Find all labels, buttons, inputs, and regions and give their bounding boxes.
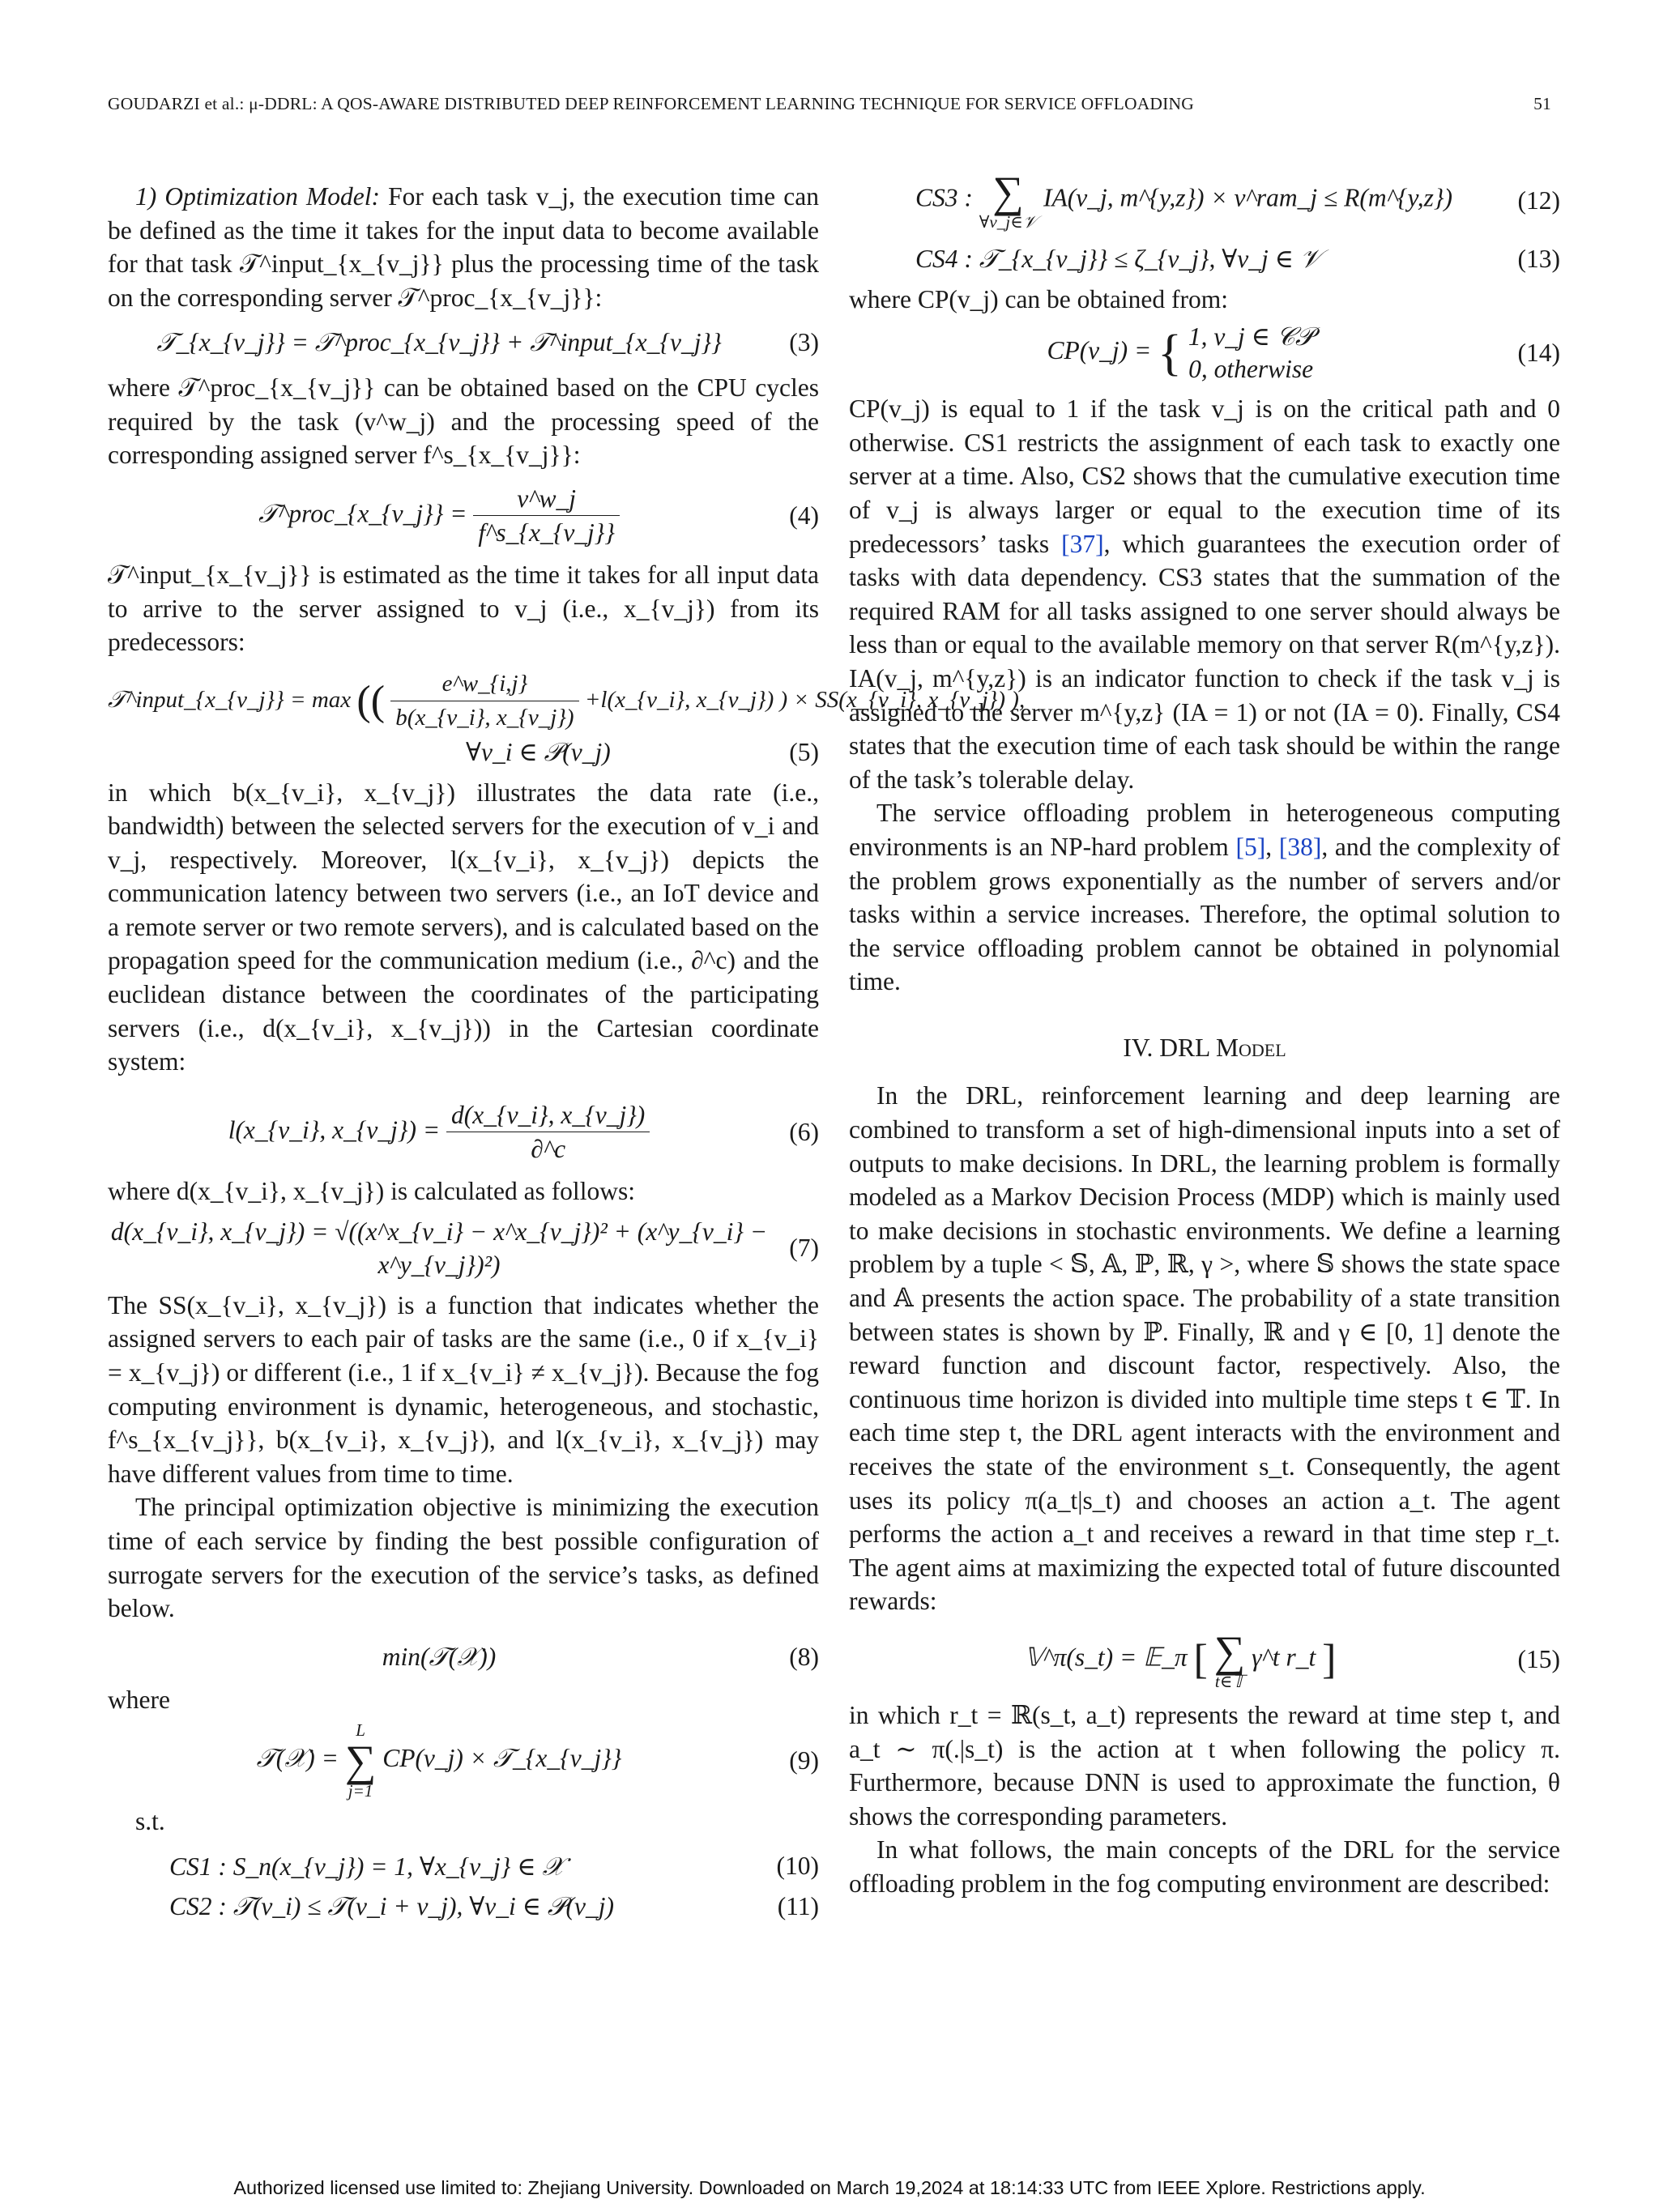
- paragraph-optimization-model: [108, 180, 819, 314]
- subsection-heading: 1) Optimization Model:: [135, 182, 380, 211]
- numerator: e^w_{i,j}: [441, 670, 528, 697]
- equation-number: (9): [789, 1746, 819, 1775]
- denominator: ∂^c: [531, 1135, 566, 1164]
- equation-number: (11): [777, 1892, 819, 1921]
- paragraph: In the DRL, reinforcement learning and deep learning are combined to transform a set of high-dimensional inputs into a set of outputs to make decisions. In DRL, the learning problem is formally modeled as a Markov Decision Process (MDP) which is mainly used to make decisions in stochastic environments. We define a learning problem by a tuple < 𝕊, 𝔸, ℙ, ℝ, γ >, where 𝕊 shows the state space and 𝔸 presents the action space. The probability of a state transition between states is shown by ℙ. Finally, ℝ and γ ∈ [0, 1] denote the reward function and discount factor, respectively. Also, the continuous time horizon is divided into multiple time steps t ∈ 𝕋. In each time step t, the DRL agent interacts with the environment and receives the state of the environment s_t. Consequently, the agent uses its policy π(a_t|s_t) and chooses an action a_t. The agent performs the action a_t and receives a reward in that time step r_t. The agent aims at maximizing the expected total of future discounted rewards:: [849, 1081, 1560, 1616]
- separator: ,: [1265, 832, 1279, 861]
- equation-14: [849, 321, 1560, 386]
- equation-6: [108, 1098, 819, 1166]
- equation-number: (13): [1517, 245, 1560, 273]
- equation-number: (14): [1517, 339, 1560, 368]
- case-2: 0, otherwise: [1188, 355, 1314, 384]
- equation-lhs: 𝕍^π(s_t) = 𝔼_π: [1024, 1643, 1188, 1672]
- equation-10: [108, 1850, 819, 1884]
- equation-lhs: CS3 :: [915, 183, 973, 212]
- paragraph-text: , and the complexity of the problem grows exponentially as the number of servers and/or tasks within a service increases. Therefore, the optimal solution to the service offloading problem cannot be obtained in polynomial time.: [849, 832, 1560, 996]
- equation-8: [108, 1640, 819, 1674]
- equation-11: [108, 1890, 819, 1924]
- fraction: [473, 482, 620, 550]
- citation-link[interactable]: [5]: [1235, 832, 1266, 861]
- equation-4: [108, 482, 819, 550]
- paragraph: The principal optimization objective is minimizing the execution time of each service by finding the best possible configuration of surrogate servers for the execution of the service’s tasks, as defined below.: [108, 1493, 819, 1623]
- paragraph: In what follows, the main concepts of the DRL for the service offloading problem in the fog computing environment are described:: [849, 1835, 1560, 1898]
- case-1: 1, v_j ∈ 𝒞𝒫: [1188, 322, 1314, 352]
- running-header: [108, 94, 1551, 118]
- denominator: b(x_{v_i}, x_{v_j}): [395, 705, 574, 731]
- citation-link[interactable]: [37]: [1061, 529, 1104, 558]
- paragraph: The SS(x_{v_i}, x_{v_j}) is a function that indicates whether the assigned servers to each pair of tasks are the same (i.e., 0 if x_{v_i} = x_{v_j}) or different (i.e., 1 if x_{v_i} ≠ x_{v_j}). Because the fog computing environment is dynamic, heterogeneous, and stochastic, f^s_{x_{v_j}}, b(x_{v_i}, x_{v_j}), and l(x_{v_i}, x_{v_j}) may have different values from time to time.: [108, 1290, 819, 1488]
- section-title: DRL Model: [1159, 1033, 1286, 1062]
- st-label: s.t.: [135, 1806, 165, 1835]
- equation-number: (7): [789, 1234, 819, 1263]
- equation-12: [849, 170, 1560, 231]
- right-column: [849, 168, 1560, 1901]
- summation: [345, 1722, 377, 1800]
- sum-lower: ∀v_j∈𝒱: [979, 212, 1038, 232]
- equation-lhs: 𝒯^input_{x_{v_j}} = max: [108, 686, 352, 713]
- equation-body: CS4 : 𝒯_{x_{v_j}} ≤ ζ_{v_j}, ∀v_j ∈ 𝒱: [915, 245, 1321, 273]
- citation-link[interactable]: [38]: [1278, 832, 1322, 861]
- equation-15: 𝕍^π(s_t) = 𝔼_π [ ∑ t∈𝕋 γ^t r_t ] (15): [1024, 1626, 1560, 1691]
- page-number: 51: [1533, 94, 1551, 113]
- sigma-icon: ∑: [344, 1736, 377, 1785]
- fraction: [446, 1098, 650, 1166]
- equation-number: (4): [789, 501, 819, 531]
- equation-body: 𝒯_{x_{v_j}} = 𝒯^proc_{x_{v_j}} + 𝒯^input_{x_{v_j}}: [156, 328, 722, 357]
- equation-rhs: CP(v_j) × 𝒯_{x_{v_j}}: [382, 1744, 622, 1773]
- sum-upper: L: [356, 1720, 365, 1740]
- summation: [979, 170, 1037, 231]
- equation-number: (3): [789, 328, 819, 357]
- paragraph: 𝒯^input_{x_{v_j}} is estimated as the time it takes for all input data to arrive to the server assigned to v_j (i.e., x_{v_j}) from its predecessors:: [108, 560, 819, 657]
- numerator: v^w_j: [517, 484, 577, 513]
- equation-5: 𝒯^input_{x_{v_j}} = max (( $\frac{e\^{}w\_\{i,j\}}{b(x\_\{v\_i\}, x\_\{v\_j\})}$ +l(x_{v_i}, x_{v_j}) ) × SS(x_{v_i}, x_{v_j}) ),: [108, 667, 819, 735]
- equation-lhs: l(x_{v_i}, x_{v_j}) =: [228, 1115, 441, 1144]
- section-heading: [849, 1031, 1560, 1065]
- section-number: IV.: [1123, 1033, 1154, 1062]
- equation-number: (12): [1517, 185, 1560, 215]
- equation-3: [108, 326, 819, 360]
- equation-number: (8): [789, 1642, 819, 1671]
- paragraph: where CP(v_j) can be obtained from:: [849, 284, 1228, 313]
- paragraph: where d(x_{v_i}, x_{v_j}) is calculated as follows:: [108, 1177, 635, 1206]
- equation-body: CS2 : 𝒯(v_i) ≤ 𝒯(v_i + v_j), ∀v_i ∈ 𝒫(v_j): [169, 1892, 614, 1921]
- equation-lhs: 𝒯(𝒳) =: [256, 1744, 339, 1773]
- paragraph: [849, 796, 1560, 999]
- equation-condition: ∀v_i ∈ 𝒫(v_j): [466, 737, 611, 766]
- sigma-icon: ∑: [1213, 1626, 1246, 1676]
- paragraph-text: The service offloading problem in heterogeneous computing environments is an NP-hard problem: [849, 799, 1560, 861]
- paragraph-text: CP(v_j) is equal to 1 if the task v_j is on the critical path and 0 otherwise. CS1 restricts the assignment of each task to exactly one server at a time. Also, CS2 shows that the cumulative execution time of v_j is always larger or equal to the execution time of its predecessors’ tasks: [849, 394, 1560, 558]
- equation-number: (5): [789, 737, 819, 766]
- license-footer: Authorized licensed use limited to: Zhejiang University. Downloaded on March 19,2024 at 18:14:33 UTC from IEEE Xplore. Restrictions apply.: [233, 2177, 1426, 2198]
- running-title: GOUDARZI et al.: μ-DDRL: A QOS-AWARE DISTRIBUTED DEEP REINFORCEMENT LEARNING TECHNIQUE FOR SERVICE OFFLOADING: [108, 94, 1194, 113]
- paragraph: in which r_t = ℝ(s_t, a_t) represents the reward at time step t, and a_t ∼ π(.|s_t) is the action at t when following the policy π. Furthermore, because DNN is used to approximate the function, θ shows the corresponding parameters.: [849, 1700, 1560, 1831]
- equation-body: min(𝒯(𝒳)): [382, 1642, 497, 1671]
- equation-number: (6): [789, 1118, 819, 1147]
- equation-body: d(x_{v_i}, x_{v_j}) = √((x^x_{v_i} − x^x_{v_j})² + (x^y_{v_i} − x^y_{v_j})²): [110, 1217, 768, 1280]
- denominator: f^s_{x_{v_j}}: [478, 518, 615, 548]
- equation-lhs: CP(v_j) =: [1047, 336, 1152, 365]
- paragraph-text: , which guarantees the execution order of tasks with data dependency. CS3 states that the summation of the required RAM for all tasks assigned to one server should always be less than or equal to the available memory on that server R(m^{y,z}). IA(v_j, m^{y,z}) is an indicator function to check if the task v_j is assigned to the server m^{y,z} (IA = 1) or not (IA = 0). Finally, CS4 states that the execution time of each task should be within the range of the task’s tolerable delay.: [849, 529, 1560, 794]
- left-brace-icon: {: [1158, 326, 1182, 381]
- sum-lower: j=1: [348, 1780, 373, 1801]
- equation-rhs: IA(v_j, m^{y,z}) × v^ram_j ≤ R(m^{y,z}): [1043, 183, 1452, 212]
- equation-body: CS1 : S_n(x_{v_j}) = 1, ∀x_{v_j} ∈ 𝒳: [169, 1852, 565, 1881]
- sum-lower: t∈𝕋: [1214, 1671, 1245, 1691]
- numerator: d(x_{v_i}, x_{v_j}): [451, 1100, 646, 1129]
- paragraph: [849, 392, 1560, 796]
- equation-lhs: 𝒯^proc_{x_{v_j}} =: [258, 499, 467, 528]
- equation-13: [849, 242, 1560, 276]
- fraction: [390, 667, 578, 735]
- where-label: where: [108, 1686, 170, 1715]
- equation-7: [108, 1215, 819, 1282]
- equation-9: [108, 1722, 819, 1800]
- equation-5-line2: [108, 735, 819, 769]
- cases: [1188, 321, 1314, 386]
- paragraph: in which b(x_{v_i}, x_{v_j}) illustrates the data rate (i.e., bandwidth) between the selected servers for the execution of v_i and v_j, respectively. Moreover, l(x_{v_i}, x_{v_j}) depicts the communication latency between two servers (i.e., an IoT device and a remote server or two remote servers), and is calculated based on the propagation speed for the communication medium (i.e., ∂^c) and the euclidean distance between the coordinates of the participating servers (i.e., d(x_{v_i}, x_{v_j})) in the Cartesian coordinate system:: [108, 778, 819, 1076]
- equation-rest: +l(x_{v_i}, x_{v_j}) ) × SS(x_{v_i}, x_{v_j}) ),: [584, 686, 1026, 713]
- paragraph: where 𝒯^proc_{x_{v_j}} can be obtained based on the CPU cycles required by the task (v^w_j) and the processing speed of the corresponding assigned server f^s_{x_{v_j}}:: [108, 373, 819, 470]
- summation: [1213, 1626, 1246, 1691]
- sigma-icon: ∑: [992, 168, 1024, 216]
- equation-number: (10): [776, 1852, 819, 1881]
- equation-number: (15): [1517, 1645, 1560, 1674]
- paragraph-text: For each task v_j, the execution time can be defined as the time it takes for the input data to become available for that task 𝒯^input_{x_{v_j}} plus the processing time of the task on the corresponding server 𝒯^proc_{x_{v_j}}:: [108, 182, 820, 312]
- equation-rhs: γ^t r_t: [1252, 1643, 1316, 1672]
